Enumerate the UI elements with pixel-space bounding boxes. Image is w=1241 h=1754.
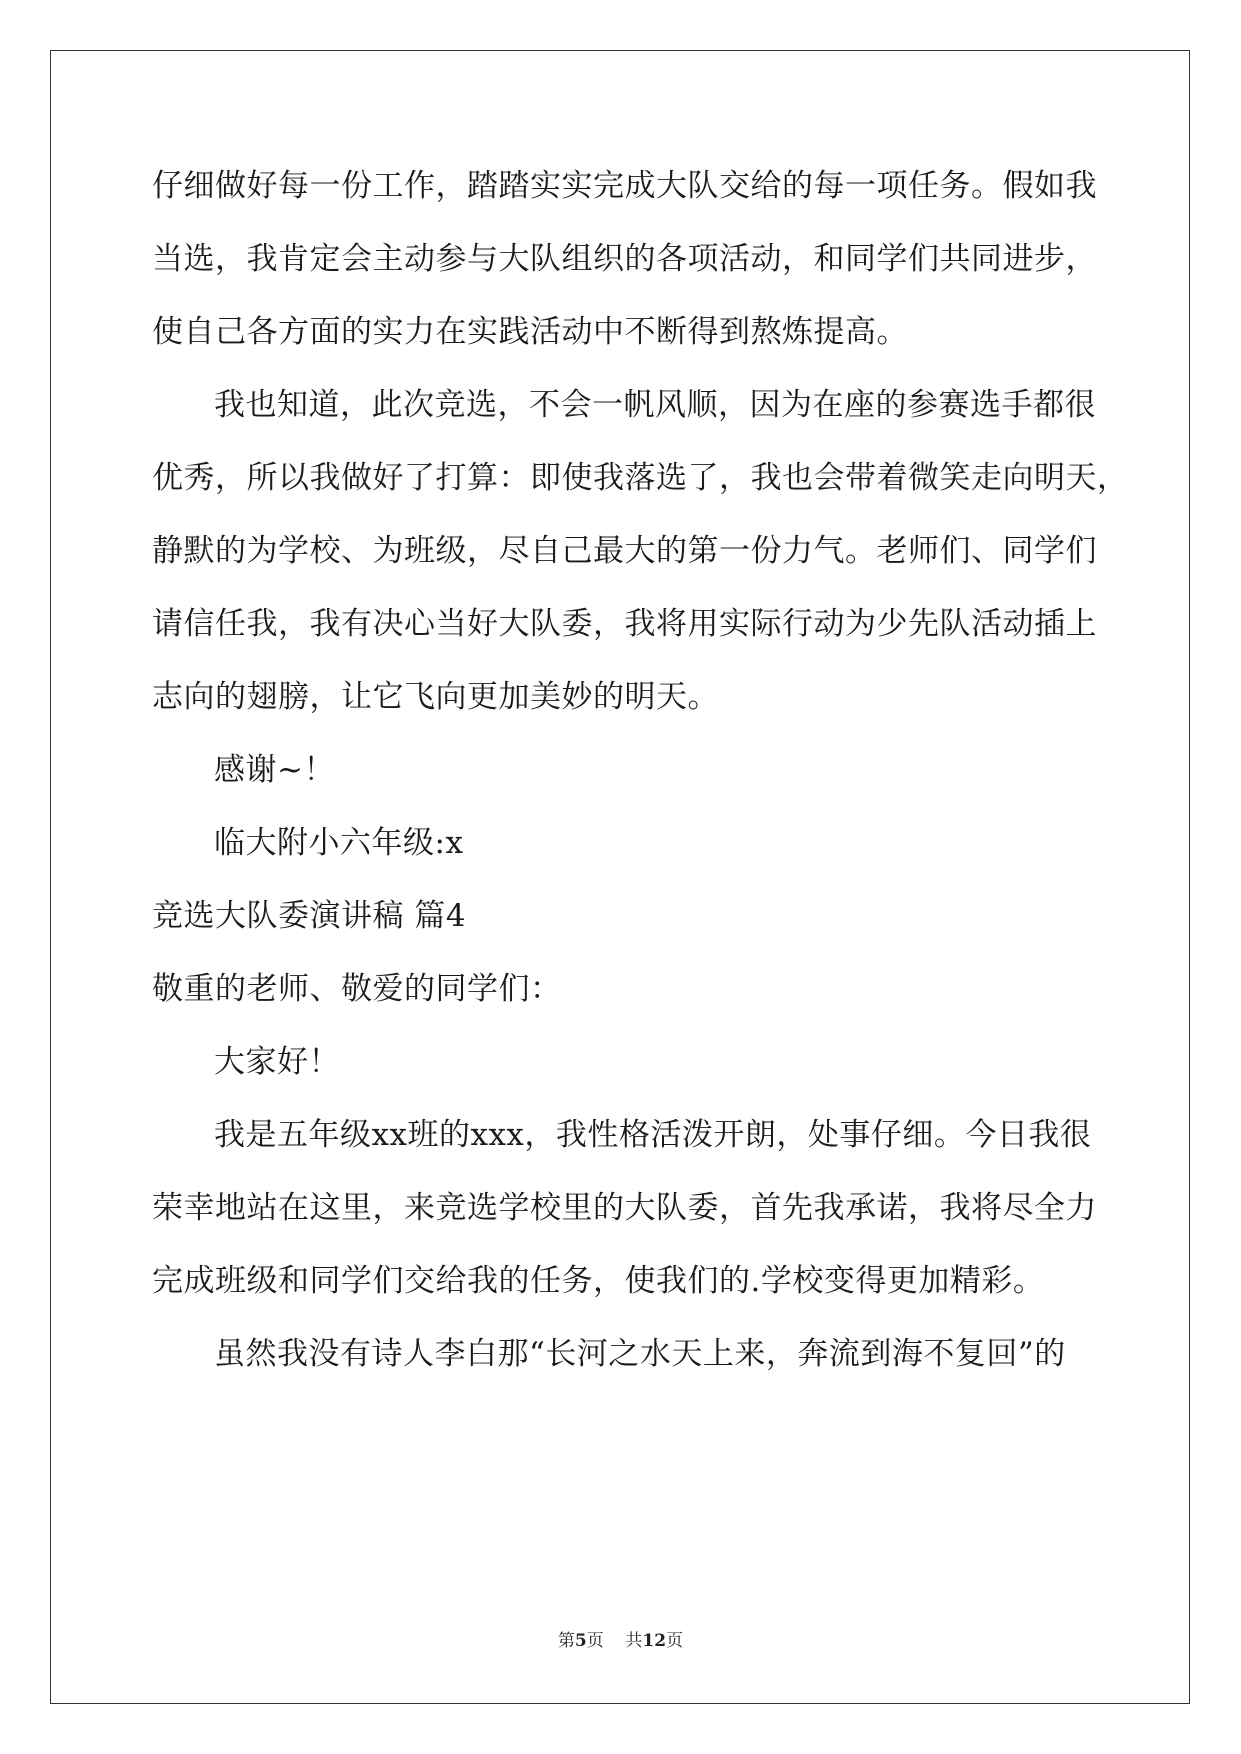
paragraph-start: 我是五年级xx班的xxx，我性格活泼开朗，处事仔细。今日我很 xyxy=(214,1117,1092,1153)
text-line: 静默的为学校、为班级，尽自己最大的第一份力气。老师们、同学们 xyxy=(152,533,1097,569)
text-line: 请信任我，我有决心当好大队委，我将用实际行动为少先队活动插上 xyxy=(152,606,1097,642)
text-line: 志向的翅膀，让它飞向更加美妙的明天。 xyxy=(152,679,719,715)
footer-prefix: 第 xyxy=(557,1631,575,1651)
page-footer xyxy=(0,1626,1241,1651)
text-line: 当选，我肯定会主动参与大队组织的各项活动，和同学们共同进步， xyxy=(152,241,1097,277)
greeting: 大家好！ xyxy=(214,1044,340,1080)
footer-page-suffix: 页 xyxy=(586,1631,604,1651)
text-line: 荣幸地站在这里，来竞选学校里的大队委，首先我承诺，我将尽全力 xyxy=(152,1190,1097,1226)
footer-total-prefix: 共 xyxy=(625,1631,643,1651)
section-heading: 竞选大队委演讲稿 篇4 xyxy=(152,898,467,934)
text-line: 完成班级和同学们交给我的任务，使我们的.学校变得更加精彩。 xyxy=(152,1263,1045,1299)
paragraph-start: 虽然我没有诗人李白那“长河之水天上来，奔流到海不复回”的 xyxy=(214,1336,1066,1372)
page-total: 12 xyxy=(642,1631,667,1651)
text-line: 仔细做好每一份工作，踏踏实实完成大队交给的每一项任务。假如我 xyxy=(152,168,1097,204)
text-line: 使自己各方面的实力在实践活动中不断得到熬炼提高。 xyxy=(152,314,908,350)
salutation: 敬重的老师、敬爱的同学们： xyxy=(152,971,562,1007)
page-number: 5 xyxy=(574,1631,587,1651)
footer-total-suffix: 页 xyxy=(666,1631,684,1651)
page-border xyxy=(50,50,1190,1704)
thanks-line: 感谢~！ xyxy=(214,752,335,788)
signature-line: 临大附小六年级:x xyxy=(214,825,464,861)
text-line: 优秀，所以我做好了打算：即使我落选了，我也会带着微笑走向明天， xyxy=(152,460,1129,496)
paragraph-start: 我也知道，此次竞选，不会一帆风顺，因为在座的参赛选手都很 xyxy=(214,387,1096,423)
